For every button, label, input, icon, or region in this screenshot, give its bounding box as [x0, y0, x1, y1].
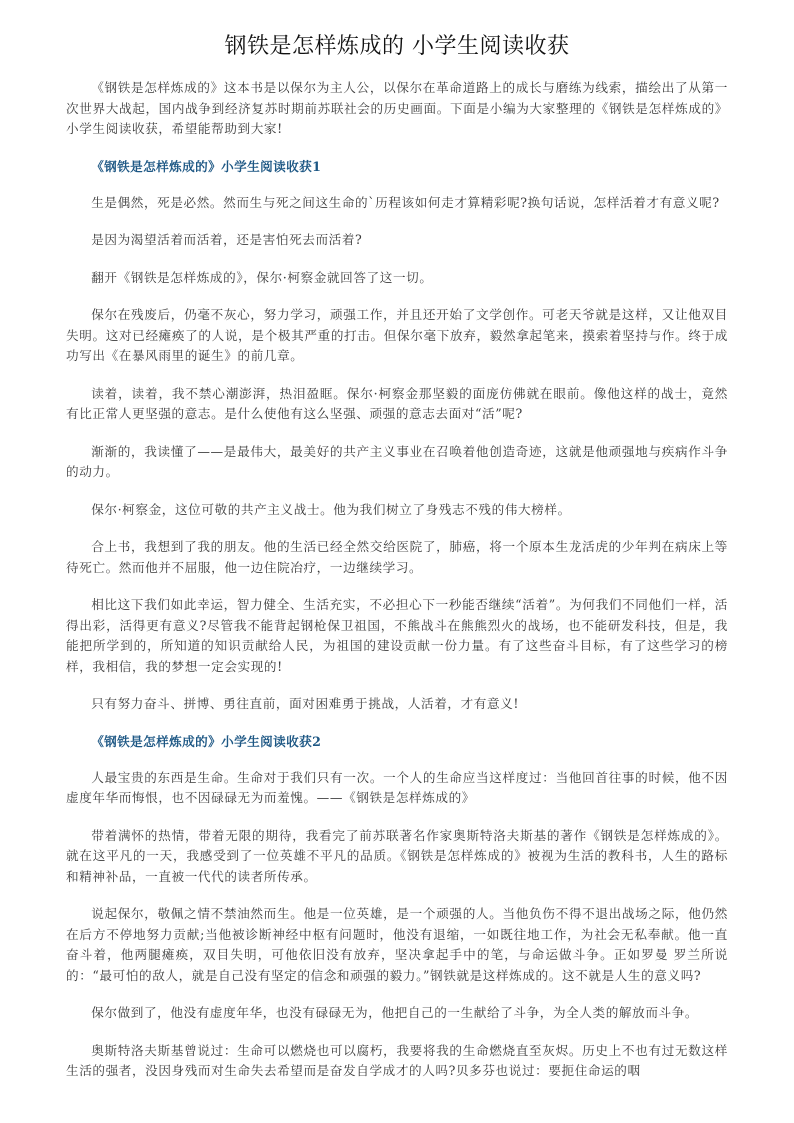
- document-body: [66, 78, 728, 1082]
- paragraph: 相比这下我们如此幸运，智力健全、生活充实，不必担心下一秒能否继续“活着”。为何我们不同他们一样，活得出彩，活得更有意义?尽管我不能背起钢枪保卫祖国，不熊战斗在熊熊烈火的战场，也不能研发科技，但是，我能把所学到的，所知道的知识贡献给人民，为祖国的建设贡献一份力量。有了这些奋斗目标，有了这些学习的榜样，我相信，我的梦想一定会实现的!: [66, 597, 728, 674]
- paragraph: 渐渐的，我读懂了——是最伟大，最美好的共产主义事业在召唤着他创造奇迹，这就是他顽强地与疾病作斗争的动力。: [66, 443, 728, 479]
- paragraph: 读着，读着，我不禁心潮澎湃，热泪盈眶。保尔·柯察金那坚毅的面庞仿佛就在眼前。像他这样的战士，竟然有比正常人更坚强的意志。是什么使他有这么坚强、顽强的意志去面对“活”呢?: [66, 385, 728, 421]
- document-title: 钢铁是怎样炼成的 小学生阅读收获: [224, 34, 570, 59]
- section-heading-2: 《钢铁是怎样炼成的》小学生阅读收获2: [91, 733, 322, 749]
- paragraph: 人最宝贵的东西是生命。生命对于我们只有一次。一个人的生命应当这样度过：当他回首往事的时候，他不因虚度年华而悔恨，也不因碌碌无为而羞愧。——《钢铁是怎样炼成的》: [66, 769, 728, 805]
- paragraph: 保尔在残废后，仍毫不灰心，努力学习，顽强工作，并且还开始了文学创作。可老天爷就是这样，又让他双目失明。这对已经瘫痪了的人说，是个极其严重的打击。但保尔毫下放弃，毅然拿起笔来，摸索着坚持与作。终于成功写出《在暴风雨里的诞生》的前几章。: [66, 307, 728, 363]
- paragraph: 说起保尔，敬佩之情不禁油然而生。他是一位英雄，是一个顽强的人。当他负伤不得不退出战场之际，他仍然在后方不停地努力贡献;当他被诊断神经中枢有问题时，他没有退缩，一如既往地工作，为社会无私奉献。他一直奋斗着，他两腿瘫痪，双目失明，可他依旧没有放弃，坚决拿起手中的笔，与命运做斗争。正如罗曼 罗兰所说的：“最可怕的敌人，就是自己没有坚定的信念和顽强的毅力。”钢铁就是这样炼成的。这不就是人生的意义吗?: [66, 906, 728, 983]
- intro-paragraph: 《钢铁是怎样炼成的》这本书是以保尔为主人公，以保尔在革命道路上的成长与磨练为线索，描绘出了从第一次世界大战起，国内战争到经济复苏时期前苏联社会的历史画面。下面是小编为大家整理的《钢铁是怎样炼成的》小学生阅读收获，希望能帮助到大家!: [66, 80, 728, 136]
- paragraph: 合上书，我想到了我的朋友。他的生活已经全然交给医院了，肺癌，将一个原本生龙活虎的少年判在病床上等待死亡。然而他并不屈服，他一边住院冶疗，一边继续学习。: [66, 539, 728, 575]
- paragraph: 带着满怀的热情，带着无限的期待，我看完了前苏联著名作家奥斯特洛夫斯基的著作《钢铁是怎样炼成的》。就在这平凡的一天，我感受到了一位英雄不平凡的品质。《钢铁是怎样炼成的》被视为生活的教科书，人生的路标和精神补品，一直被一代代的读者所传承。: [66, 827, 728, 884]
- paragraph: 保尔·柯察金，这位可敬的共产主义战士。他为我们树立了身残志不残的伟大榜样。: [91, 501, 571, 517]
- paragraph: 翻开《钢铁是怎样炼成的》，保尔·柯察金就回答了这一切。: [91, 269, 433, 285]
- paragraph: 保尔做到了，他没有虚度年华，也没有碌碌无为，他把自己的一生献给了斗争，为全人类的解放而斗争。: [91, 1005, 699, 1020]
- paragraph: 生是偶然，死是必然。然而生与死之间这生命的`历程该如何走才算精彩呢?换句话说，怎样活着才有意义呢?: [91, 194, 720, 210]
- paragraph: 只有努力奋斗、拼博、勇往直前，面对困难勇于挑战，人活着，才有意义!: [91, 696, 520, 711]
- paragraph: 是因为渴望活着而活着，还是害怕死去而活着?: [91, 232, 363, 247]
- paragraph: 奥斯特洛夫斯基曾说过：生命可以燃烧也可以腐朽，我要将我的生命燃烧直至灰烬。历史上不也有过无数这样生活的强者，没因身残而对生命失去希望而是奋发自学成才的人吗?贝多芬也说过：要扼住命运的咽: [66, 1042, 728, 1078]
- section-heading-1: 《钢铁是怎样炼成的》小学生阅读收获1: [91, 158, 322, 174]
